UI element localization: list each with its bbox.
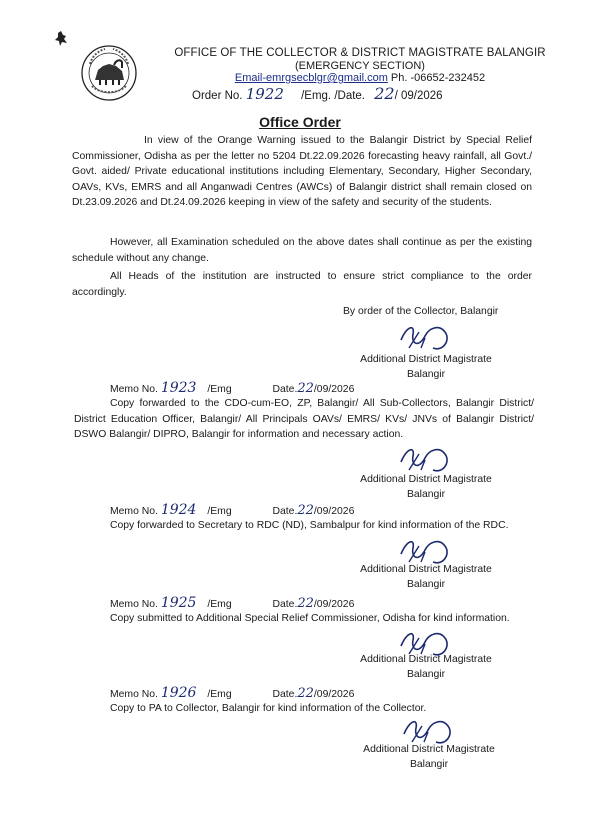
memo-label: Memo No.: [110, 384, 158, 395]
memo-date-rest: /09/2026: [313, 384, 355, 395]
signatory-block-1: [346, 352, 506, 382]
memo-date-label: Date.: [272, 689, 298, 700]
order-number-handwritten: 1922: [245, 85, 284, 103]
memo-emg: /Emg: [207, 384, 232, 395]
contact-line: [150, 72, 570, 84]
memo-text-4: Copy to PA to Collector, Balangir for kind information of the Collector.: [110, 703, 427, 714]
signatory-title: Additional District Magistrate: [360, 654, 492, 665]
order-paragraph-3: All Heads of the institution are instructed to ensure strict compliance to the order accordingly.: [72, 271, 532, 298]
memo-date-rest: /09/2026: [313, 689, 355, 700]
order-day-handwritten: 22: [374, 84, 395, 103]
memo-emg: /Emg: [207, 689, 232, 700]
office-heading: OFFICE OF THE COLLECTOR & DISTRICT MAGISTRATE BALANGIR: [174, 47, 546, 59]
memo-text-1: Copy forwarded to the CDO-cum-EO, ZP, Balangir/ All Sub-Collectors, Balangir District/ District Education Officer, Balangir/ All Principals OAVs/ EMRS/ KVs/ JNVs of Balangir District/ DSWO Balangir/ DIPRO, Balangir for information and necessary action.: [74, 398, 534, 440]
signatory-place: Balangir: [406, 369, 446, 380]
signatory-title: Additional District Magistrate: [363, 744, 495, 755]
by-order-line: By order of the Collector, Balangir: [343, 306, 499, 317]
signatory-block-5: [349, 742, 509, 772]
signatory-title: Additional District Magistrate: [360, 354, 492, 365]
memo-day-handwritten: 22: [297, 686, 314, 701]
signatory-place: Balangir: [406, 579, 446, 590]
memo-date-rest: /09/2026: [313, 599, 355, 610]
memo-line-4: [110, 685, 354, 701]
odisha-government-seal-icon: [78, 42, 140, 104]
section-heading: (EMERGENCY SECTION): [295, 60, 425, 72]
memo-day-handwritten: 22: [297, 381, 314, 396]
signatory-block-3: [346, 562, 506, 592]
memo-number-handwritten: 1926: [160, 685, 197, 701]
memo-label: Memo No.: [110, 689, 158, 700]
order-number-line: [192, 84, 443, 103]
memo-number-handwritten: 1925: [160, 595, 197, 611]
memo-emg: /Emg: [207, 599, 232, 610]
memo-date-rest: /09/2026: [313, 506, 355, 517]
email-link[interactable]: Email-emrgsecblgr@gmail.com: [234, 72, 388, 84]
memo-emg: /Emg: [207, 506, 232, 517]
memo-label: Memo No.: [110, 599, 158, 610]
memo-date-label: Date.: [272, 384, 298, 395]
memo-text-2: Copy forwarded to Secretary to RDC (ND), Sambalpur for kind information of the RDC.: [110, 520, 509, 531]
order-paragraph-1: In view of the Orange Warning issued to the Balangir District by Special Relief Commissioner, Odisha as per the letter no 5204 Dt.22.09.2026 forecasting heavy rainfall, all Govt./ Govt. aided/ Private educational institutions including Elementary, Secondary, Higher Secondary, OAVs, KVs, EMRS and all Anganwadi Centres (AWCs) of Balangir district shall remain closed on Dt.23.09.2026 and Dt.24.09.2026 keeping in view of the safety and security of the students.: [72, 135, 532, 208]
order-label: Order No.: [192, 90, 243, 102]
memo-day-handwritten: 22: [297, 596, 314, 611]
memo-line-2: [110, 502, 354, 518]
memo-number-handwritten: 1923: [160, 380, 197, 396]
memo-label: Memo No.: [110, 506, 158, 517]
memo-text-3: Copy submitted to Additional Special Relief Commissioner, Odisha for kind information.: [110, 613, 510, 624]
signatory-block-2: [346, 472, 506, 502]
memo-date-label: Date.: [272, 599, 298, 610]
signatory-title: Additional District Magistrate: [360, 564, 492, 575]
phone-number: Ph. -06652-232452: [390, 72, 486, 84]
memo-date-label: Date.: [272, 506, 298, 517]
memo-day-handwritten: 22: [297, 503, 314, 518]
signatory-place: Balangir: [406, 489, 446, 500]
signatory-title: Additional District Magistrate: [360, 474, 492, 485]
signatory-place: Balangir: [406, 669, 446, 680]
document-title: Office Order: [259, 114, 341, 130]
memo-line-3: [110, 595, 354, 611]
memo-line-1: [110, 380, 354, 396]
ink-blot-icon: [52, 30, 70, 48]
signatory-place: Balangir: [409, 759, 449, 770]
memo-number-handwritten: 1924: [160, 502, 197, 518]
order-paragraph-2: However, all Examination scheduled on the above dates shall continue as per the existing schedule without any change.: [72, 237, 532, 264]
signatory-block-4: [346, 652, 506, 682]
order-emg-label: /Emg. /Date.: [301, 90, 366, 102]
order-date-rest: / 09/2026: [394, 90, 443, 102]
